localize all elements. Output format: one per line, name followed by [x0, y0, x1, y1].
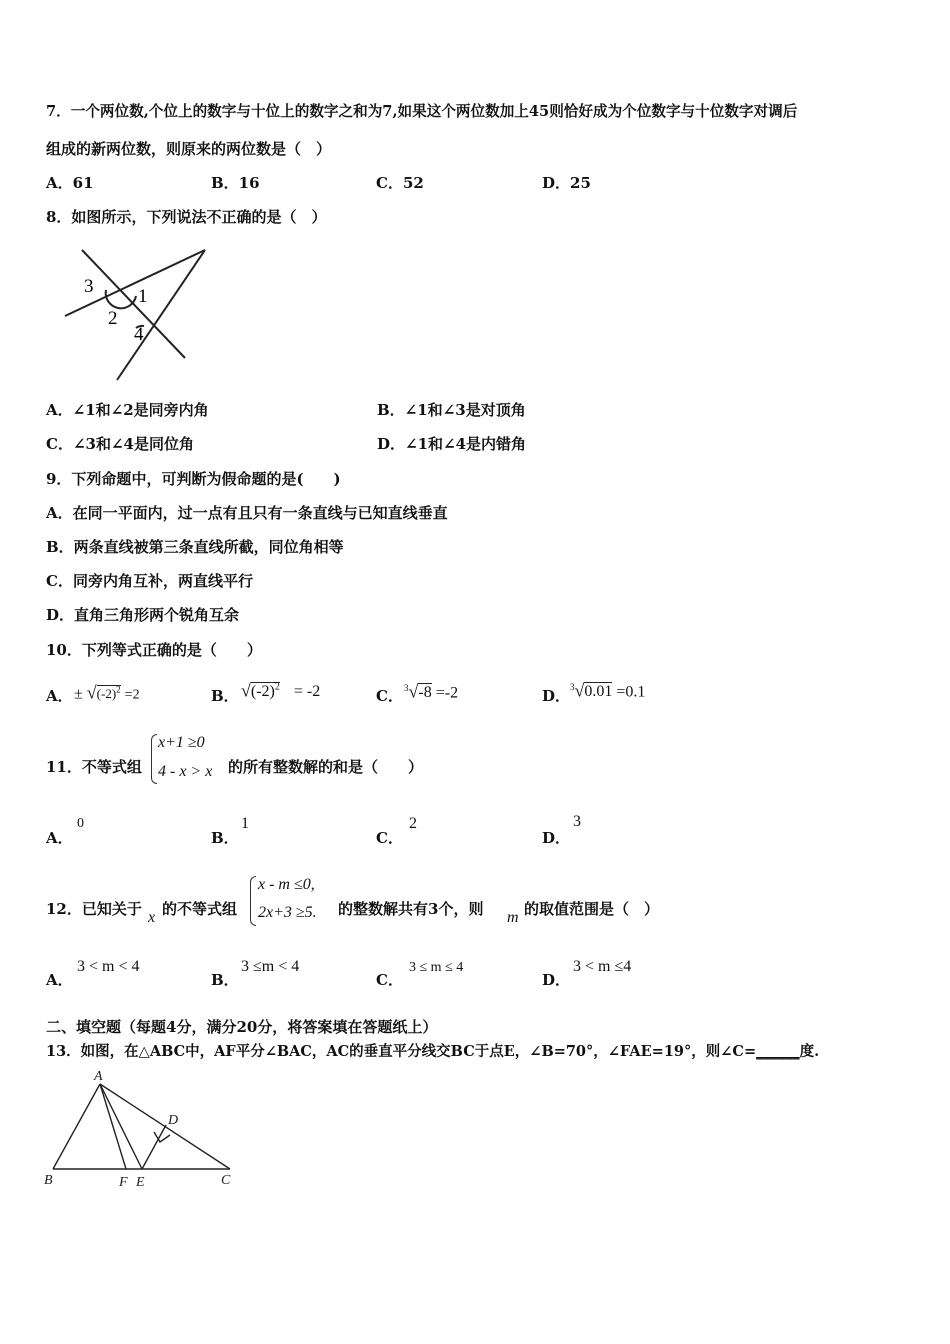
q12-suffix: 的取值范围是（ ） — [524, 900, 660, 918]
q11-option-b-letter: B． — [211, 829, 239, 847]
q13-label-f: F — [119, 1175, 128, 1190]
q9-option-a: A．在同一平面内，过一点有且只有一条直线与已知直线垂直 — [46, 504, 448, 522]
q12-option-a-value: 3 < m < 4 — [77, 958, 140, 975]
q8-option-b: B．∠1和∠3是对顶角 — [377, 401, 526, 419]
q8-label-4: 4 — [134, 324, 144, 345]
q10-option-c-expr — [404, 678, 458, 703]
q10-stem: 10．下列等式正确的是（ ） — [46, 641, 262, 659]
q8-label-1: 1 — [138, 286, 148, 307]
q10-option-b-letter: B． — [211, 687, 239, 705]
q8-label-2: 2 — [108, 308, 118, 329]
q10-option-a-letter: A． — [46, 687, 73, 705]
q8-angle-figure — [60, 244, 210, 384]
q11-prefix: 11．不等式组 — [46, 758, 142, 776]
q12-system-brace — [250, 876, 256, 926]
q12-option-d-value: 3 < m ≤4 — [573, 958, 632, 975]
q8-label-3: 3 — [84, 276, 94, 297]
q11-option-a-value: 0 — [77, 816, 84, 831]
q10-option-a-expr — [74, 680, 140, 705]
q8-option-d: D．∠1和∠4是内错角 — [377, 435, 527, 453]
q10-d-radicand: 0.01 — [584, 683, 613, 701]
q11-option-c-letter: C． — [376, 829, 403, 847]
q13-label-e: E — [136, 1175, 145, 1190]
q12-option-b-letter: B． — [211, 971, 239, 989]
radical-icon: √ — [574, 680, 585, 701]
q12-option-b-value: 3 ≤m < 4 — [241, 958, 300, 975]
q11-option-d-letter: D． — [542, 829, 571, 847]
radical-icon: √ — [241, 680, 251, 701]
q12-option-d-letter: D． — [542, 971, 571, 989]
q7-option-b: B．16 — [211, 174, 260, 192]
q12-ineq-2: 2x+3 ≥5. — [258, 904, 317, 921]
section2-heading: 二、填空题（每题4分，满分20分，将答案填在答题纸上） — [46, 1018, 438, 1036]
q7-option-c: C．52 — [376, 174, 424, 192]
q12-option-a-letter: A． — [46, 971, 73, 989]
q12-var-x: x — [148, 909, 156, 926]
q11-option-a-letter: A． — [46, 829, 73, 847]
q13-triangle-figure — [40, 1068, 240, 1193]
q10-c-rhs: =-2 — [435, 684, 459, 702]
q11-ineq-2: 4 - x > x — [158, 763, 213, 780]
q13-label-d: D — [168, 1113, 179, 1128]
q13-label-c: C — [221, 1173, 231, 1188]
q13-label-a: A — [94, 1069, 103, 1084]
q10-c-index: 3 — [404, 683, 409, 693]
q13-answer-blank[interactable]: ______ — [756, 1043, 800, 1060]
q8-option-a: A．∠1和∠2是同旁内角 — [46, 401, 209, 419]
q12-prefix: 12．已知关于 — [46, 900, 142, 918]
q10-d-index: 3 — [570, 682, 575, 692]
q12-var-m: m — [507, 909, 519, 926]
q7-line2: 组成的新两位数，则原来的两位数是（ ） — [46, 140, 332, 158]
q9-option-b: B．两条直线被第三条直线所截，同位角相等 — [46, 538, 344, 556]
q13-text: 13．如图，在△ABC中，AF平分∠BAC，AC的垂直平分线交BC于点E，∠B=70°，∠FAE=19°，则∠C=______度. — [46, 1043, 820, 1060]
q11-option-d-value: 3 — [573, 813, 581, 830]
q12-option-c-letter: C． — [376, 971, 403, 989]
q11-system-brace — [151, 734, 157, 784]
q11-option-b-value: 1 — [241, 815, 249, 832]
q10-option-b-expr — [241, 678, 320, 702]
q12-mid: 的不等式组 — [162, 900, 238, 918]
q10-b-rhs: = -2 — [293, 683, 321, 701]
q12-option-c-value: 3 ≤ m ≤ 4 — [409, 960, 464, 975]
q7-option-d: D．25 — [542, 174, 591, 192]
q9-stem: 9．下列命题中，可判断为假命题的是( ) — [46, 470, 341, 488]
q10-d-rhs: =0.1 — [616, 683, 646, 701]
q8-stem: 8．如图所示，下列说法不正确的是（ ） — [46, 208, 327, 226]
q10-a-rhs: =2 — [124, 687, 140, 703]
radical-icon: √ — [86, 682, 97, 703]
q11-suffix: 的所有整数解的和是（ ） — [228, 758, 424, 776]
q10-option-d-letter: D． — [542, 687, 571, 705]
q11-ineq-1: x+1 ≥0 — [158, 734, 205, 751]
q7-option-a: A．61 — [46, 174, 94, 192]
q10-option-c-letter: C． — [376, 687, 403, 705]
q10-b-radicand: $(-2)^2$ — [250, 682, 280, 701]
q10-a-pm: ± — [74, 685, 83, 703]
q9-option-d: D．直角三角形两个锐角互余 — [46, 606, 240, 624]
q7-line1: 7．一个两位数,个位上的数字与十位上的数字之和为7,如果这个两位数加上45则恰好成为个位数字与十位数字对调后 — [46, 103, 798, 120]
q10-c-radicand: -8 — [418, 684, 432, 702]
q10-option-d-expr — [570, 677, 645, 702]
q9-option-c: C．同旁内角互补，两直线平行 — [46, 572, 253, 590]
radical-icon: √ — [408, 681, 419, 702]
q13-label-b: B — [44, 1173, 53, 1188]
q12-ineq-1: x - m ≤0, — [258, 876, 315, 893]
q11-option-c-value: 2 — [409, 815, 417, 832]
q8-option-c: C．∠3和∠4是同位角 — [46, 435, 194, 453]
q12-mid2: 的整数解共有3个，则 — [338, 900, 484, 918]
q10-a-radicand: $(-2)^2$ — [96, 685, 121, 702]
